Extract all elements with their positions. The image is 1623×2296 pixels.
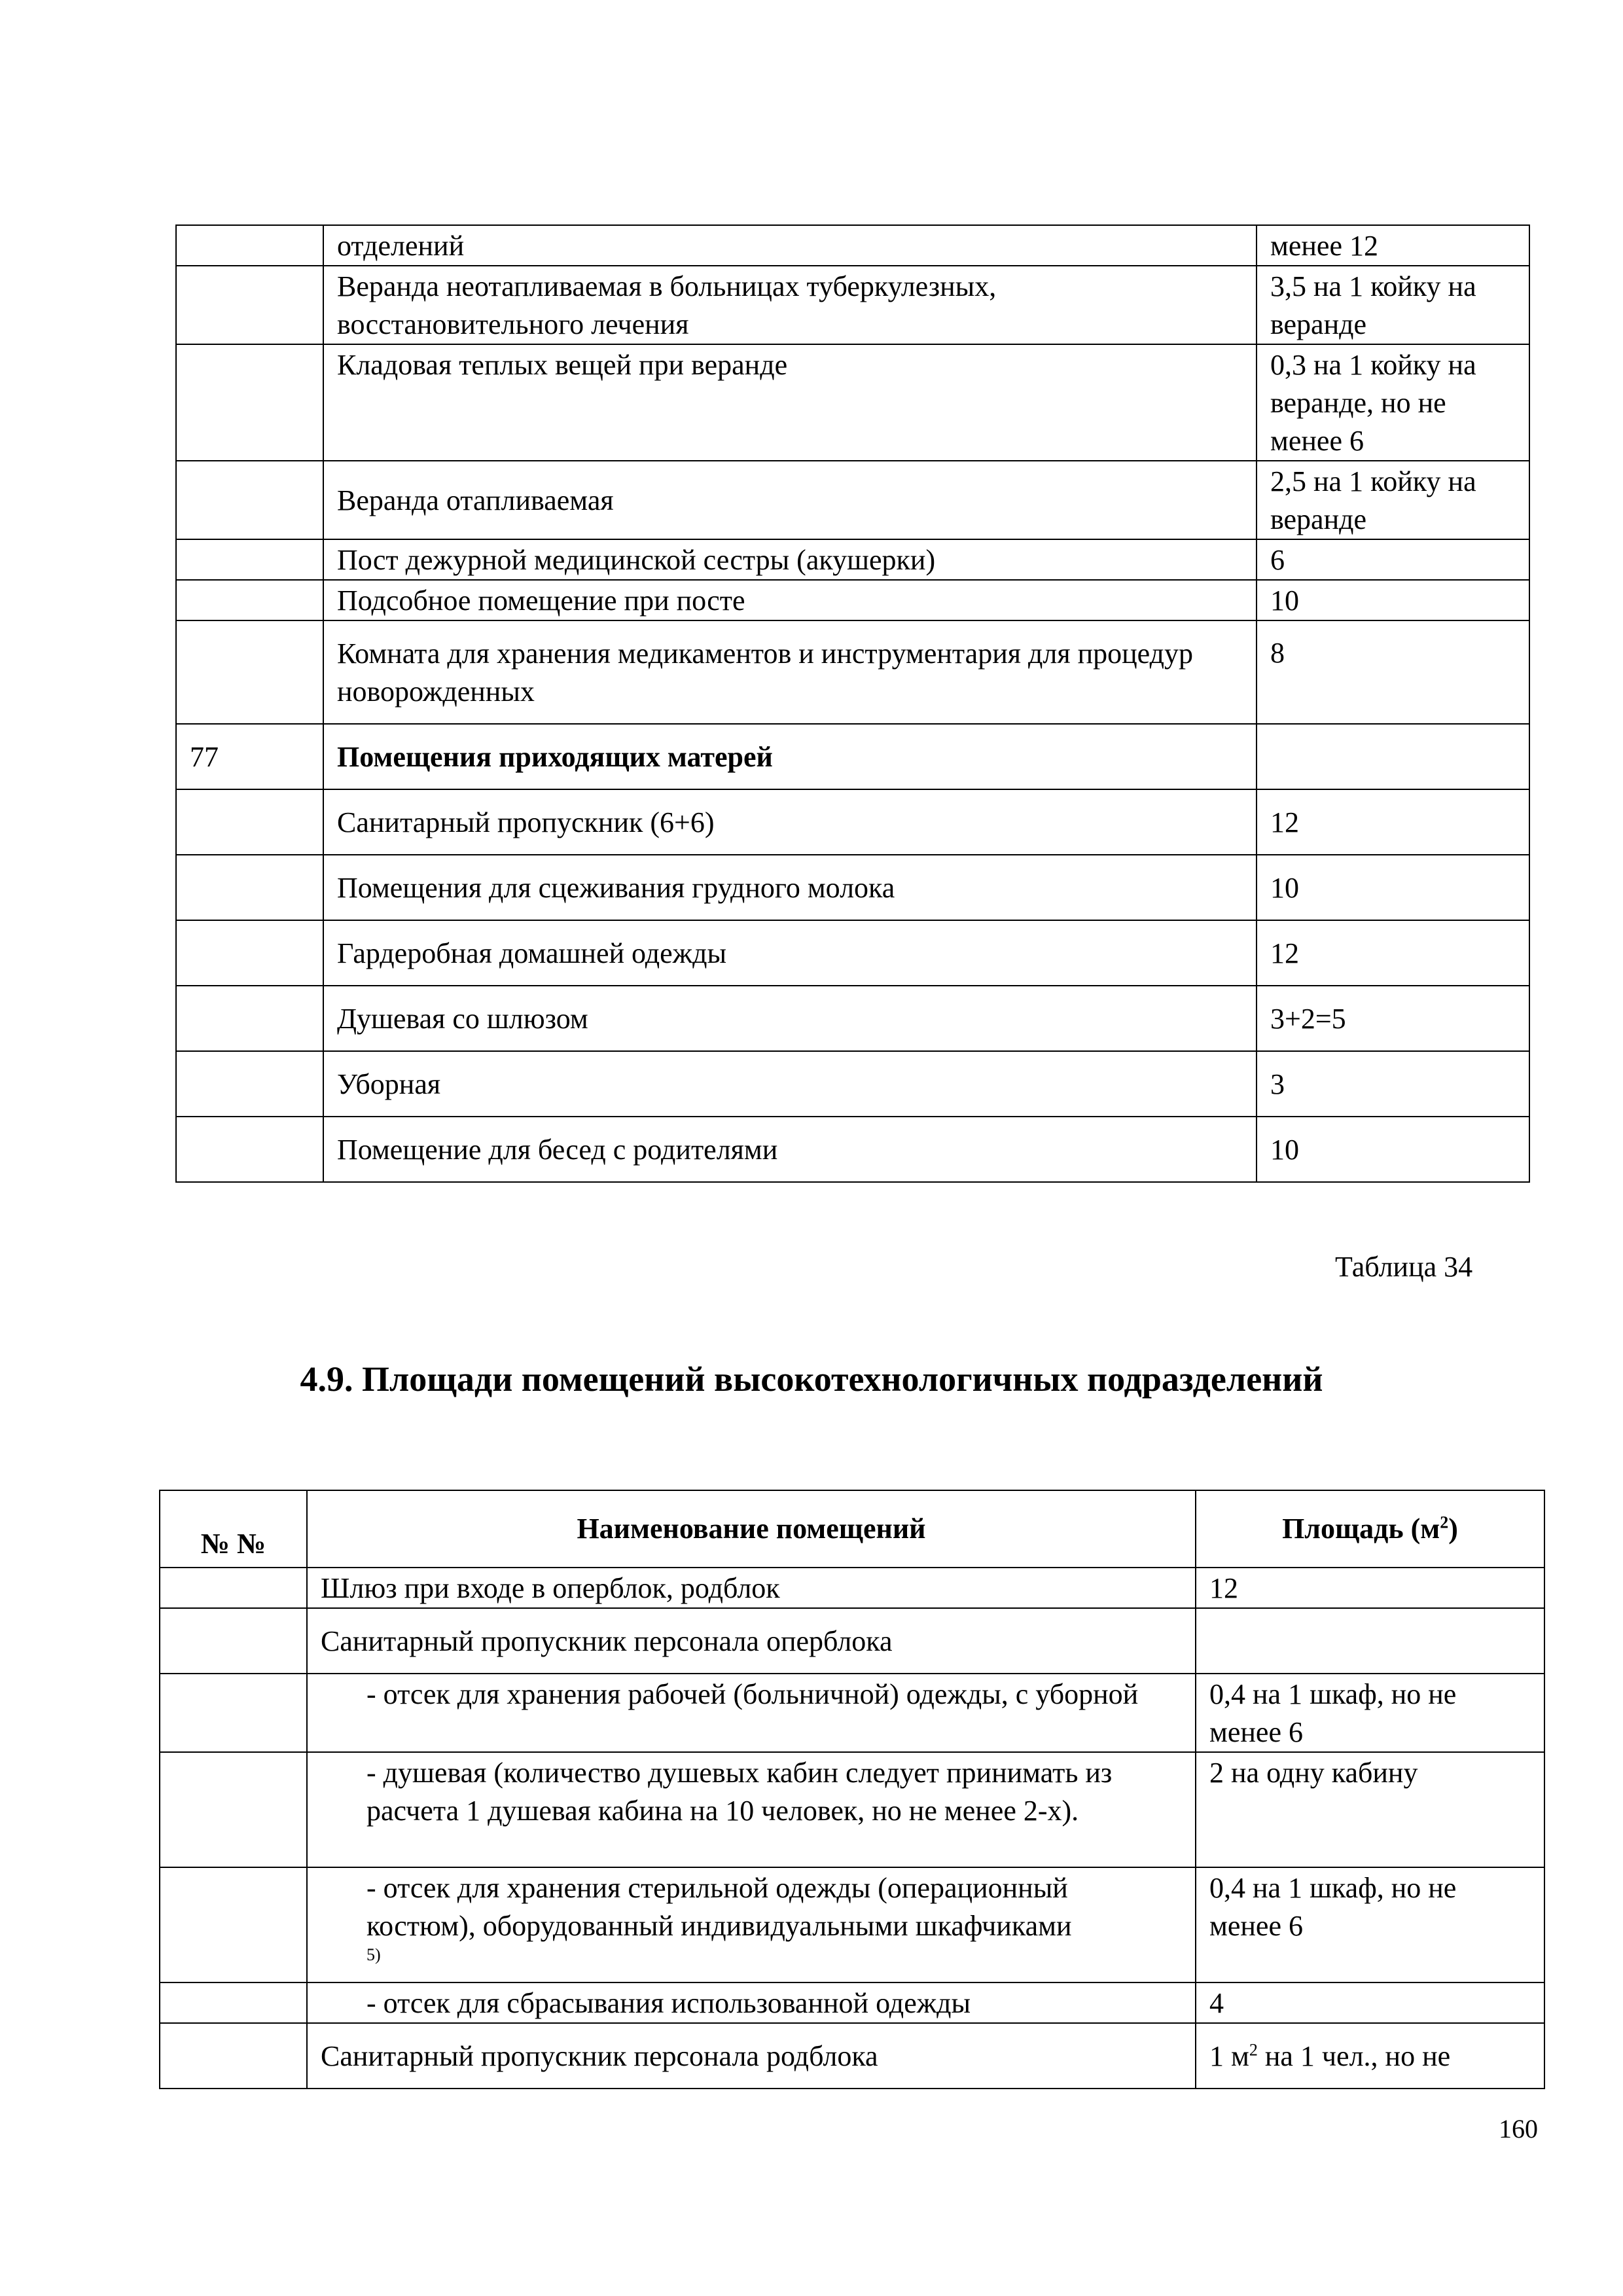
table-row [176, 539, 1529, 580]
table-row [176, 789, 1529, 855]
header-area: Площадь $(м^2)$ [1196, 1490, 1544, 1568]
room-name: - отсек для хранения рабочей (больничной) одежды, с уборной [307, 1674, 1196, 1752]
table-row [176, 580, 1529, 620]
room-name: Веранда отапливаемая [323, 461, 1257, 539]
room-name: отделений [323, 225, 1257, 266]
footnote-marker: 5) [366, 1945, 381, 1964]
room-name: Санитарный пропускник персонала родблока [307, 2023, 1196, 2089]
room-area [1196, 1608, 1544, 1674]
row-number [176, 1117, 323, 1182]
room-name: Санитарный пропускник персонала оперблока [307, 1608, 1196, 1674]
row-number [160, 1568, 307, 1608]
table-label: Таблица 34 [1335, 1251, 1473, 1283]
row-number [160, 1674, 307, 1752]
table-row [160, 1674, 1544, 1752]
table-row [176, 986, 1529, 1051]
room-area: 2 на одну кабину [1196, 1752, 1544, 1867]
room-area: 12 [1257, 920, 1529, 986]
header-name: Наименование помещений [307, 1490, 1196, 1568]
table-row [176, 920, 1529, 986]
high-tech-rooms-table [159, 1490, 1545, 2089]
section-title: 4.9. Площади помещений высокотехнологичных подразделений [300, 1359, 1323, 1399]
table-row [160, 1982, 1544, 2023]
room-area: 6 [1257, 539, 1529, 580]
room-name: Шлюз при входе в оперблок, родблок [307, 1568, 1196, 1608]
table-row [176, 620, 1529, 724]
table-row [176, 266, 1529, 344]
row-number [176, 789, 323, 855]
table-row [160, 1867, 1544, 1982]
room-name: Веранда неотапливаемая в больницах туберкулезных, восстановительного лечения [323, 266, 1257, 344]
section-heading: Помещения приходящих матерей [323, 724, 1257, 789]
row-number [160, 1867, 307, 1982]
room-area: 1 $м^2$ на 1 чел., но не [1196, 2023, 1544, 2089]
table-header-row [160, 1490, 1544, 1568]
room-area: 0,4 на 1 шкаф, но не менее 6 [1196, 1867, 1544, 1982]
room-name: Уборная [323, 1051, 1257, 1117]
header-number: № № [160, 1490, 307, 1568]
room-name: Помещение для бесед с родителями [323, 1117, 1257, 1182]
rooms-table-continued [175, 224, 1530, 1183]
row-number [176, 539, 323, 580]
row-number [176, 855, 323, 920]
page-number: 160 [1499, 2114, 1538, 2144]
table-row [176, 1051, 1529, 1117]
row-number: 77 [176, 724, 323, 789]
room-name: - отсек для хранения стерильной одежды (операционный костюм), оборудованный индивидуальными шкафчиками 5) [307, 1867, 1196, 1982]
row-number [160, 1982, 307, 2023]
room-area: 3+2=5 [1257, 986, 1529, 1051]
room-name: Душевая со шлюзом [323, 986, 1257, 1051]
room-name: Подсобное помещение при посте [323, 580, 1257, 620]
room-area: 3 [1257, 1051, 1529, 1117]
row-number [176, 620, 323, 724]
room-name: Гардеробная домашней одежды [323, 920, 1257, 986]
table-row [160, 1752, 1544, 1867]
room-area: 10 [1257, 855, 1529, 920]
room-area: 12 [1257, 789, 1529, 855]
room-area [1257, 724, 1529, 789]
table-row [176, 1117, 1529, 1182]
row-number [160, 1608, 307, 1674]
row-number [176, 920, 323, 986]
table-row [160, 2023, 1544, 2089]
room-name: - отсек для сбрасывания использованной одежды [307, 1982, 1196, 2023]
room-area: 0,4 на 1 шкаф, но не менее 6 [1196, 1674, 1544, 1752]
table-row [176, 724, 1529, 789]
row-number [176, 461, 323, 539]
room-area: 12 [1196, 1568, 1544, 1608]
row-number [176, 1051, 323, 1117]
room-name: Помещения для сцеживания грудного молока [323, 855, 1257, 920]
room-area: менее 12 [1257, 225, 1529, 266]
table-row [176, 344, 1529, 461]
row-number [176, 580, 323, 620]
room-name: Пост дежурной медицинской сестры (акушерки) [323, 539, 1257, 580]
room-name: Санитарный пропускник (6+6) [323, 789, 1257, 855]
table-row [160, 1608, 1544, 1674]
row-number [176, 225, 323, 266]
room-area: 2,5 на 1 койку на веранде [1257, 461, 1529, 539]
row-number [176, 344, 323, 461]
room-area: 3,5 на 1 койку на веранде [1257, 266, 1529, 344]
room-area: 10 [1257, 1117, 1529, 1182]
room-area: 0,3 на 1 койку на веранде, но не менее 6 [1257, 344, 1529, 461]
row-number [176, 266, 323, 344]
row-number [160, 1752, 307, 1867]
room-area: 8 [1257, 620, 1529, 724]
room-name: Кладовая теплых вещей при веранде [323, 344, 1257, 461]
row-number [160, 2023, 307, 2089]
room-area: 10 [1257, 580, 1529, 620]
room-area: 4 [1196, 1982, 1544, 2023]
table-row [176, 855, 1529, 920]
room-name: Комната для хранения медикаментов и инструментария для процедур новорожденных [323, 620, 1257, 724]
room-name: - душевая (количество душевых кабин следует принимать из расчета 1 душевая кабина на 10 человек, но не менее 2-х). [307, 1752, 1196, 1867]
table-row [160, 1568, 1544, 1608]
row-number [176, 986, 323, 1051]
table-row [176, 461, 1529, 539]
table-row [176, 225, 1529, 266]
